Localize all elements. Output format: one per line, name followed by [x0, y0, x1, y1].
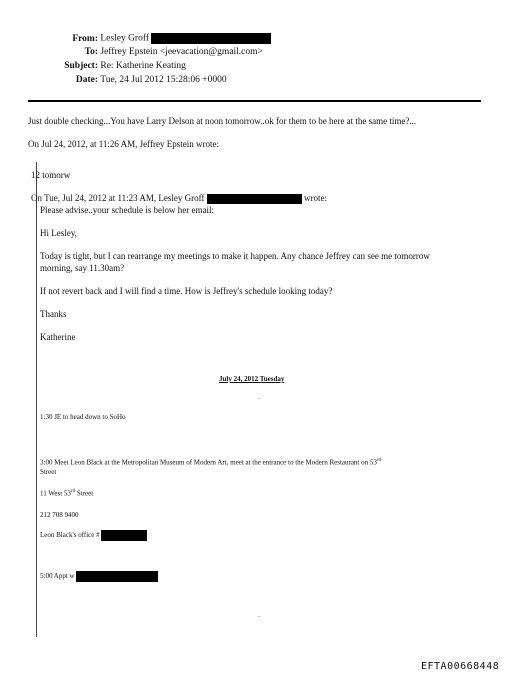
quote-header — [31, 193, 327, 204]
document-id: EFTA00668448 — [421, 661, 500, 672]
to-value: Jeffrey Epstein <jeevacation@gmail.com> — [100, 47, 263, 57]
schedule-appt — [40, 571, 158, 582]
from-row — [40, 33, 271, 44]
schedule-date-heading: July 24, 2012 Tuesday — [219, 375, 285, 383]
body-line-1: Just double checking...You have Larry Delson at noon tomorrow..ok for them to be here at the same time?... — [28, 116, 417, 126]
schedule-item-2a — [40, 458, 381, 466]
signature: Katherine — [40, 332, 76, 342]
address-pre: 11 West 53 — [40, 489, 71, 498]
paragraph-1b: morning, say 11.30am? — [40, 263, 125, 273]
quote-bar — [36, 162, 37, 637]
redaction-box — [151, 33, 271, 44]
schedule-item-1: 1:30 JE to head down to SoHo — [40, 413, 126, 421]
redaction-box — [101, 530, 147, 541]
body-line-2: On Jul 24, 2012, at 11:26 AM, Jeffrey Epstein wrote: — [28, 139, 219, 149]
divider-dot: - — [258, 612, 261, 620]
schedule-office — [40, 530, 147, 541]
subject-value: Re: Katherine Keating — [100, 61, 186, 71]
divider-dot: - — [258, 394, 261, 402]
redaction-box — [76, 571, 158, 582]
from-label: From: — [72, 33, 98, 44]
body-line-3: 12 tomorw — [31, 170, 71, 180]
to-label: To: — [84, 47, 98, 57]
office-label: Leon Black's office # — [40, 531, 100, 540]
appt-label: 5:00 Appt w — [40, 572, 75, 581]
greeting: Hi Lesley, — [40, 228, 77, 238]
paragraph-1a: Today is tight, but I can rearrange my meetings to make it happen. Any chance Jeffrey can see me tomorrow — [40, 251, 430, 261]
quote-header-a: On Tue, Jul 24, 2012 at 11:23 AM, Lesley Groff — [31, 193, 205, 203]
header-divider — [28, 100, 481, 102]
subject-label: Subject: — [64, 61, 98, 71]
schedule-phone: 212 708 9400 — [40, 511, 79, 519]
to-row — [40, 47, 263, 57]
address-post: Street — [75, 489, 94, 498]
date-value: Tue, 24 Jul 2012 15:28:06 +0000 — [100, 75, 227, 85]
redaction-box — [207, 194, 302, 204]
address-sup: rd — [70, 489, 76, 494]
date-label: Date: — [75, 75, 98, 85]
subject-row — [40, 61, 186, 71]
date-row — [40, 75, 227, 85]
quote-line: Please advise..your schedule is below her email: — [40, 205, 214, 215]
quote-header-b: wrote: — [304, 193, 328, 203]
schedule-item-2a-text: 3:00 Meet Leon Black at the Metropolitan Museum of Modern Art, meet at the entrance to the Modern Restaurant on 53 — [40, 458, 377, 467]
schedule-address — [40, 489, 93, 497]
from-value: Lesley Groff — [100, 33, 150, 44]
schedule-item-2b: Street — [40, 468, 57, 476]
schedule-item-2a-sup: rd — [376, 458, 382, 463]
paragraph-2: If not revert back and I will find a time. How is Jeffrey's schedule looking today? — [40, 286, 333, 296]
thanks: Thanks — [40, 309, 67, 319]
